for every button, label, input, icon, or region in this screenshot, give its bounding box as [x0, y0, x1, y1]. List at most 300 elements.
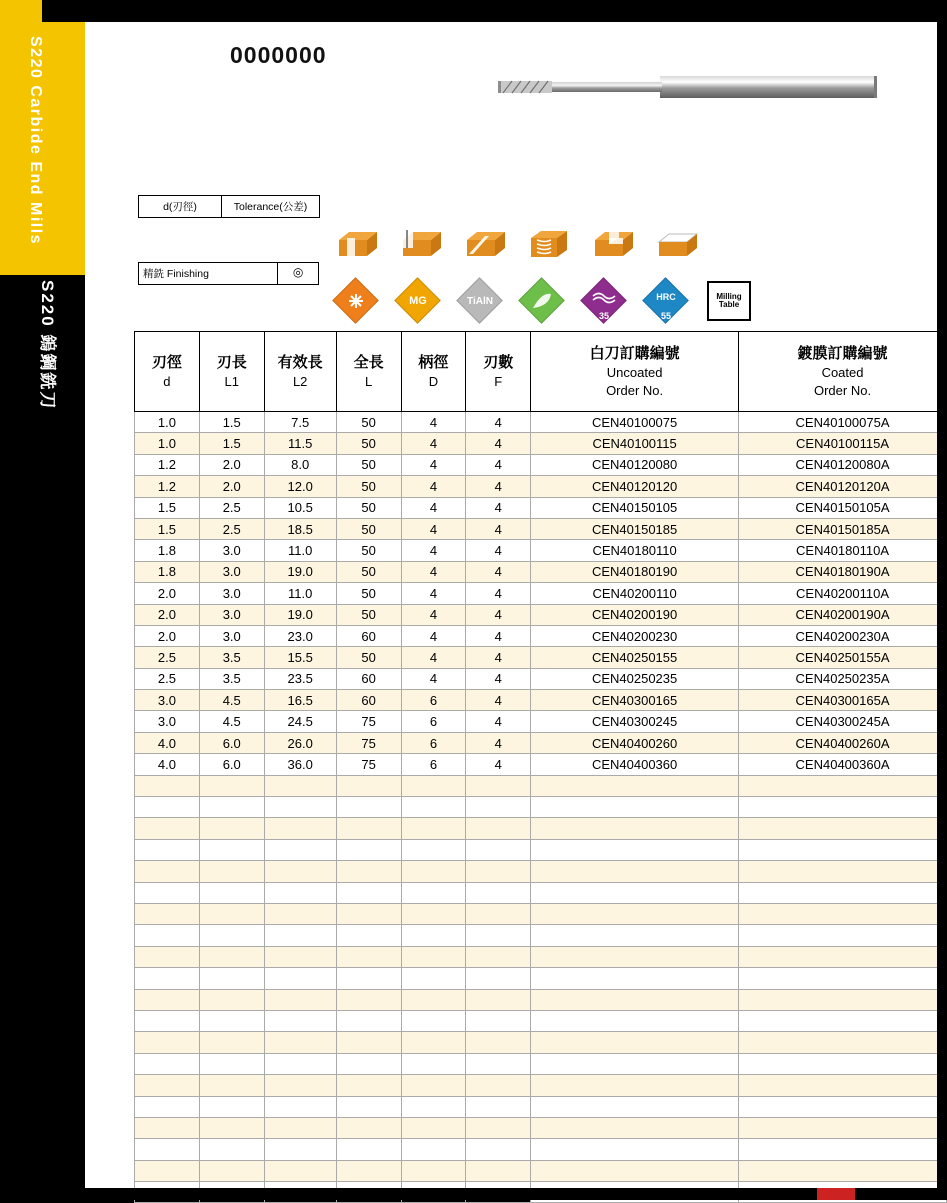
cell-diameter: 4.0	[135, 732, 200, 753]
column-header-shank-diameter-en: D	[428, 373, 439, 389]
cell-coated-order-no: CEN40150185A	[739, 518, 947, 539]
table-row	[135, 561, 947, 582]
cell-flute-count-empty	[466, 989, 531, 1010]
cell-flute-length-empty	[199, 839, 264, 860]
green-material-badge	[521, 280, 563, 322]
table-header-row	[135, 332, 947, 412]
page-top-black-band	[85, 0, 947, 22]
cell-shank-diameter: 4	[401, 412, 466, 433]
cell-diameter: 1.5	[135, 518, 200, 539]
cell-shank-diameter-empty	[401, 839, 466, 860]
cell-effective-length-empty	[264, 818, 336, 839]
cell-flute-length: 3.0	[199, 604, 264, 625]
column-header-flute-count-en: F	[494, 373, 503, 389]
cell-flute-count: 4	[466, 732, 531, 753]
column-header-flute-length-zh: 刃長	[216, 353, 247, 371]
cell-overall-length-empty	[336, 882, 401, 903]
table-row-empty	[135, 1032, 947, 1053]
cell-flute-length-empty	[199, 968, 264, 989]
cell-diameter: 1.2	[135, 454, 200, 475]
column-header-diameter-zh: 刃徑	[151, 353, 182, 371]
cell-overall-length-empty	[336, 1032, 401, 1053]
cell-coated-order-no: CEN40180190A	[739, 561, 947, 582]
cell-flute-count-empty	[466, 903, 531, 924]
cell-uncoated-order-no-empty	[531, 1117, 739, 1138]
cell-overall-length: 50	[336, 540, 401, 561]
cell-shank-diameter: 4	[401, 604, 466, 625]
cell-shank-diameter-empty	[401, 1139, 466, 1160]
cell-shank-diameter: 6	[401, 754, 466, 775]
cell-effective-length: 36.0	[264, 754, 336, 775]
cell-flute-count: 4	[466, 476, 531, 497]
column-header-coated-en: Coated	[821, 365, 864, 381]
cell-flute-length-empty	[199, 1160, 264, 1181]
cell-coated-order-no: CEN40200110A	[739, 583, 947, 604]
cell-flute-count-empty	[466, 968, 531, 989]
cell-coated-order-no: CEN40200230A	[739, 625, 947, 646]
cell-coated-order-no: CEN40100075A	[739, 412, 947, 433]
table-row-empty	[135, 839, 947, 860]
cell-uncoated-order-no: CEN40150105	[531, 497, 739, 518]
table-row	[135, 583, 947, 604]
cell-overall-length-empty	[336, 1010, 401, 1031]
cell-effective-length-empty	[264, 861, 336, 882]
ramping-icon	[463, 228, 507, 262]
cell-flute-count-empty	[466, 1075, 531, 1096]
cell-effective-length: 12.0	[264, 476, 336, 497]
cell-diameter: 4.0	[135, 754, 200, 775]
cell-shank-diameter-empty	[401, 903, 466, 924]
cell-effective-length-empty	[264, 1053, 336, 1074]
cell-overall-length-empty	[336, 925, 401, 946]
cell-effective-length: 11.5	[264, 433, 336, 454]
page-body	[85, 0, 947, 1200]
helical-icon	[527, 228, 571, 262]
cell-flute-count: 4	[466, 497, 531, 518]
cell-diameter-empty	[135, 968, 200, 989]
cell-coated-order-no-empty	[739, 775, 947, 796]
cell-effective-length-empty	[264, 1096, 336, 1117]
cell-flute-length-empty	[199, 861, 264, 882]
cell-coated-order-no: CEN40300245A	[739, 711, 947, 732]
cell-overall-length: 75	[336, 754, 401, 775]
tialn-coating-badge-label: TiAlN	[467, 295, 493, 307]
cell-diameter-empty	[135, 775, 200, 796]
cell-effective-length: 15.5	[264, 647, 336, 668]
cell-uncoated-order-no: CEN40300165	[531, 690, 739, 711]
page-bottom-red-mark	[817, 1188, 855, 1200]
cell-effective-length: 11.0	[264, 583, 336, 604]
table-row-empty	[135, 946, 947, 967]
cell-flute-count-empty	[466, 1160, 531, 1181]
cell-flute-length: 3.0	[199, 583, 264, 604]
operation-icons	[335, 228, 699, 262]
cell-effective-length-empty	[264, 903, 336, 924]
cell-uncoated-order-no: CEN40180190	[531, 561, 739, 582]
cell-overall-length: 60	[336, 625, 401, 646]
column-header-coated-order-no	[739, 332, 947, 412]
cell-shank-diameter: 4	[401, 647, 466, 668]
cell-overall-length: 75	[336, 732, 401, 753]
cell-coated-order-no-empty	[739, 925, 947, 946]
cell-effective-length: 18.5	[264, 518, 336, 539]
cell-diameter-empty	[135, 946, 200, 967]
column-header-effective-length	[264, 332, 336, 412]
cell-diameter: 1.5	[135, 497, 200, 518]
cell-flute-length-empty	[199, 946, 264, 967]
cell-shank-diameter: 4	[401, 583, 466, 604]
cell-coated-order-no: CEN40250155A	[739, 647, 947, 668]
column-header-uncoated-en: Uncoated	[606, 365, 663, 381]
cell-effective-length-empty	[264, 1160, 336, 1181]
cell-uncoated-order-no-empty	[531, 925, 739, 946]
table-row	[135, 690, 947, 711]
table-row	[135, 604, 947, 625]
cell-uncoated-order-no-empty	[531, 882, 739, 903]
cell-coated-order-no-empty	[739, 989, 947, 1010]
cell-uncoated-order-no: CEN40150185	[531, 518, 739, 539]
cell-shank-diameter-empty	[401, 946, 466, 967]
tolerance-table	[138, 195, 320, 218]
cell-coated-order-no-empty	[739, 1032, 947, 1053]
cell-diameter: 2.5	[135, 647, 200, 668]
cell-shank-diameter-empty	[401, 1160, 466, 1181]
cell-effective-length: 19.0	[264, 604, 336, 625]
table-row	[135, 668, 947, 689]
cell-diameter-empty	[135, 1160, 200, 1181]
cell-shank-diameter: 4	[401, 625, 466, 646]
material-coating-badges	[335, 280, 751, 322]
cell-diameter: 1.0	[135, 433, 200, 454]
cell-diameter-empty	[135, 882, 200, 903]
cell-uncoated-order-no: CEN40100075	[531, 412, 739, 433]
table-row-empty	[135, 968, 947, 989]
table-row-empty	[135, 1010, 947, 1031]
cell-overall-length-empty	[336, 775, 401, 796]
cell-diameter: 2.0	[135, 583, 200, 604]
cell-diameter: 1.8	[135, 561, 200, 582]
cell-effective-length-empty	[264, 1139, 336, 1160]
cell-shank-diameter: 4	[401, 454, 466, 475]
cell-overall-length-empty	[336, 1117, 401, 1138]
cell-coated-order-no: CEN40250235A	[739, 668, 947, 689]
cell-coated-order-no: CEN40200190A	[739, 604, 947, 625]
sidebar-title-chinese: S220 鎢鋼銑刀	[38, 280, 57, 411]
hrc35-badge	[583, 280, 625, 322]
cell-effective-length: 11.0	[264, 540, 336, 561]
table-row-empty	[135, 925, 947, 946]
mg-coating-badge	[397, 280, 439, 322]
column-header-effective-length-en: L2	[292, 373, 308, 389]
table-row-empty	[135, 861, 947, 882]
cell-coated-order-no-empty	[739, 968, 947, 989]
cell-flute-length: 2.5	[199, 518, 264, 539]
cell-shank-diameter-empty	[401, 968, 466, 989]
cell-effective-length: 23.5	[264, 668, 336, 689]
cell-shank-diameter: 6	[401, 732, 466, 753]
cell-effective-length-empty	[264, 882, 336, 903]
cell-diameter: 3.0	[135, 690, 200, 711]
cell-flute-count-empty	[466, 818, 531, 839]
cell-effective-length: 26.0	[264, 732, 336, 753]
cell-overall-length: 50	[336, 433, 401, 454]
column-header-shank-diameter	[401, 332, 466, 412]
cell-flute-count: 4	[466, 604, 531, 625]
cell-flute-count-empty	[466, 839, 531, 860]
cell-diameter-empty	[135, 1139, 200, 1160]
cell-diameter-empty	[135, 903, 200, 924]
cell-shank-diameter: 4	[401, 476, 466, 497]
cell-uncoated-order-no-empty	[531, 818, 739, 839]
table-row	[135, 412, 947, 433]
cell-flute-length-empty	[199, 775, 264, 796]
cell-flute-length-empty	[199, 1139, 264, 1160]
cell-shank-diameter: 4	[401, 540, 466, 561]
cell-uncoated-order-no-empty	[531, 861, 739, 882]
cell-uncoated-order-no: CEN40400360	[531, 754, 739, 775]
cell-coated-order-no-empty	[739, 797, 947, 818]
table-row	[135, 497, 947, 518]
cell-flute-count-empty	[466, 1032, 531, 1053]
side-milling-icon	[399, 228, 443, 262]
sidebar-title-english: S220 Carbide End Mills	[27, 36, 44, 246]
page-title: 0000000	[230, 42, 327, 68]
cell-coated-order-no: CEN40180110A	[739, 540, 947, 561]
cell-flute-length: 6.0	[199, 754, 264, 775]
cell-overall-length-empty	[336, 818, 401, 839]
cell-flute-length: 1.5	[199, 412, 264, 433]
cell-effective-length: 7.5	[264, 412, 336, 433]
finishing-indicator	[138, 262, 319, 285]
cell-uncoated-order-no-empty	[531, 797, 739, 818]
cell-uncoated-order-no-empty	[531, 1053, 739, 1074]
column-header-overall-length-en: L	[364, 373, 373, 389]
column-header-uncoated-en2: Order No.	[606, 382, 664, 398]
cell-flute-count: 4	[466, 540, 531, 561]
shoulder-milling-icon	[591, 228, 635, 262]
cell-coated-order-no: CEN40400260A	[739, 732, 947, 753]
cell-effective-length-empty	[264, 1032, 336, 1053]
page-bottom-black-band	[0, 1188, 947, 1200]
cell-coated-order-no: CEN40120080A	[739, 454, 947, 475]
table-row-empty	[135, 1139, 947, 1160]
cell-diameter-empty	[135, 1096, 200, 1117]
table-row-empty	[135, 1053, 947, 1074]
cell-overall-length: 50	[336, 561, 401, 582]
cell-uncoated-order-no-empty	[531, 775, 739, 796]
cell-flute-count: 4	[466, 690, 531, 711]
cell-overall-length: 50	[336, 476, 401, 497]
cell-effective-length: 8.0	[264, 454, 336, 475]
cell-diameter: 1.0	[135, 412, 200, 433]
cell-effective-length-empty	[264, 989, 336, 1010]
cell-flute-length-empty	[199, 1096, 264, 1117]
cell-uncoated-order-no: CEN40400260	[531, 732, 739, 753]
cell-coated-order-no-empty	[739, 839, 947, 860]
cell-shank-diameter-empty	[401, 818, 466, 839]
cell-overall-length: 50	[336, 518, 401, 539]
cell-flute-length: 3.5	[199, 668, 264, 689]
cell-coated-order-no-empty	[739, 882, 947, 903]
cell-flute-length-empty	[199, 1010, 264, 1031]
cell-flute-count-empty	[466, 797, 531, 818]
cell-flute-length-empty	[199, 1053, 264, 1074]
cell-diameter: 2.0	[135, 625, 200, 646]
cell-flute-count: 4	[466, 518, 531, 539]
cell-coated-order-no-empty	[739, 1160, 947, 1181]
cell-flute-length: 2.5	[199, 497, 264, 518]
cell-flute-count-empty	[466, 775, 531, 796]
cell-effective-length: 24.5	[264, 711, 336, 732]
hrc55-badge	[645, 280, 687, 322]
column-header-uncoated-order-no	[531, 332, 739, 412]
column-header-uncoated-zh: 白刀訂購編號	[589, 344, 680, 362]
mg-coating-badge-label: MG	[409, 295, 427, 307]
column-header-overall-length-zh: 全長	[353, 353, 384, 371]
cell-coated-order-no: CEN40300165A	[739, 690, 947, 711]
table-row-empty	[135, 903, 947, 924]
cell-flute-length-empty	[199, 1117, 264, 1138]
table-row-empty	[135, 1075, 947, 1096]
milling-table-badge[interactable]	[707, 281, 751, 321]
cell-shank-diameter: 4	[401, 433, 466, 454]
table-row	[135, 540, 947, 561]
cell-diameter-empty	[135, 1117, 200, 1138]
page-right-black-edge	[937, 0, 947, 1200]
cell-flute-length-empty	[199, 903, 264, 924]
cell-uncoated-order-no-empty	[531, 1160, 739, 1181]
column-header-overall-length	[336, 332, 401, 412]
table-row-empty	[135, 989, 947, 1010]
cell-uncoated-order-no: CEN40250235	[531, 668, 739, 689]
cell-overall-length: 50	[336, 604, 401, 625]
cell-overall-length-empty	[336, 946, 401, 967]
cell-effective-length-empty	[264, 1010, 336, 1031]
cell-shank-diameter-empty	[401, 1117, 466, 1138]
cell-overall-length-empty	[336, 1075, 401, 1096]
table-row	[135, 454, 947, 475]
cell-flute-count: 4	[466, 647, 531, 668]
cell-shank-diameter-empty	[401, 797, 466, 818]
specification-table	[134, 331, 947, 1203]
cell-uncoated-order-no-empty	[531, 1032, 739, 1053]
table-row-empty	[135, 1160, 947, 1181]
cell-flute-length: 1.5	[199, 433, 264, 454]
hrc35-badge-label: 35	[598, 311, 609, 321]
cell-shank-diameter-empty	[401, 989, 466, 1010]
cell-flute-count: 4	[466, 754, 531, 775]
cell-overall-length-empty	[336, 1096, 401, 1117]
table-row	[135, 476, 947, 497]
cell-uncoated-order-no-empty	[531, 839, 739, 860]
cell-uncoated-order-no: CEN40200110	[531, 583, 739, 604]
cell-shank-diameter: 4	[401, 518, 466, 539]
cell-overall-length-empty	[336, 1160, 401, 1181]
cell-overall-length-empty	[336, 903, 401, 924]
cell-diameter-empty	[135, 797, 200, 818]
tialn-coating-badge	[459, 280, 501, 322]
cell-uncoated-order-no: CEN40120080	[531, 454, 739, 475]
cell-diameter-empty	[135, 1010, 200, 1031]
cell-flute-length: 3.0	[199, 540, 264, 561]
cell-overall-length-empty	[336, 1139, 401, 1160]
cell-flute-count-empty	[466, 882, 531, 903]
column-header-effective-length-zh: 有效長	[277, 353, 323, 371]
cell-uncoated-order-no-empty	[531, 968, 739, 989]
cell-flute-length: 3.0	[199, 561, 264, 582]
cell-overall-length-empty	[336, 839, 401, 860]
cell-uncoated-order-no: CEN40200190	[531, 604, 739, 625]
cell-shank-diameter-empty	[401, 775, 466, 796]
cell-flute-length: 3.0	[199, 625, 264, 646]
cell-uncoated-order-no-empty	[531, 1096, 739, 1117]
table-header	[135, 332, 947, 412]
tolerance-diameter-label: d(刃徑)	[139, 196, 222, 217]
cell-shank-diameter: 6	[401, 711, 466, 732]
cell-diameter-empty	[135, 861, 200, 882]
cell-flute-count-empty	[466, 1053, 531, 1074]
cell-effective-length-empty	[264, 946, 336, 967]
cell-uncoated-order-no: CEN40100115	[531, 433, 739, 454]
cell-flute-count-empty	[466, 1117, 531, 1138]
cell-uncoated-order-no: CEN40200230	[531, 625, 739, 646]
cell-flute-length-empty	[199, 1032, 264, 1053]
table-row	[135, 754, 947, 775]
cell-coated-order-no-empty	[739, 1117, 947, 1138]
cell-flute-length: 4.5	[199, 690, 264, 711]
cell-coated-order-no-empty	[739, 818, 947, 839]
table-row-empty	[135, 1117, 947, 1138]
tolerance-value-label: Tolerance(公差)	[233, 201, 308, 213]
cell-uncoated-order-no-empty	[531, 903, 739, 924]
cell-flute-count-empty	[466, 946, 531, 967]
cell-overall-length: 75	[336, 711, 401, 732]
general-steel-badge	[335, 280, 377, 322]
end-mill-illustration	[490, 68, 890, 108]
cell-diameter-empty	[135, 818, 200, 839]
cell-flute-length: 4.5	[199, 711, 264, 732]
cell-flute-count: 4	[466, 561, 531, 582]
cell-shank-diameter: 4	[401, 497, 466, 518]
column-header-coated-en2: Order No.	[813, 382, 872, 398]
finishing-mark: ◎	[292, 265, 304, 279]
cell-shank-diameter-empty	[401, 882, 466, 903]
cell-flute-count-empty	[466, 1139, 531, 1160]
column-header-shank-diameter-zh: 柄徑	[418, 353, 449, 371]
cell-flute-count: 4	[466, 668, 531, 689]
column-header-diameter	[135, 332, 200, 412]
cell-effective-length: 10.5	[264, 497, 336, 518]
column-header-flute-count	[466, 332, 531, 412]
cell-uncoated-order-no-empty	[531, 1075, 739, 1096]
column-header-diameter-en: d	[163, 373, 171, 389]
cell-uncoated-order-no: CEN40180110	[531, 540, 739, 561]
cell-uncoated-order-no-empty	[531, 946, 739, 967]
svg-text:HRC: HRC	[656, 292, 676, 302]
cell-diameter-empty	[135, 1032, 200, 1053]
cell-flute-count: 4	[466, 412, 531, 433]
cell-diameter: 1.2	[135, 476, 200, 497]
cell-flute-length-empty	[199, 925, 264, 946]
finishing-label: 精銑 Finishing	[139, 263, 278, 284]
cell-effective-length-empty	[264, 839, 336, 860]
column-header-flute-length-en: L1	[224, 373, 239, 389]
cell-coated-order-no-empty	[739, 946, 947, 967]
cell-diameter: 1.8	[135, 540, 200, 561]
cell-overall-length: 60	[336, 690, 401, 711]
cell-effective-length-empty	[264, 925, 336, 946]
cell-overall-length-empty	[336, 989, 401, 1010]
